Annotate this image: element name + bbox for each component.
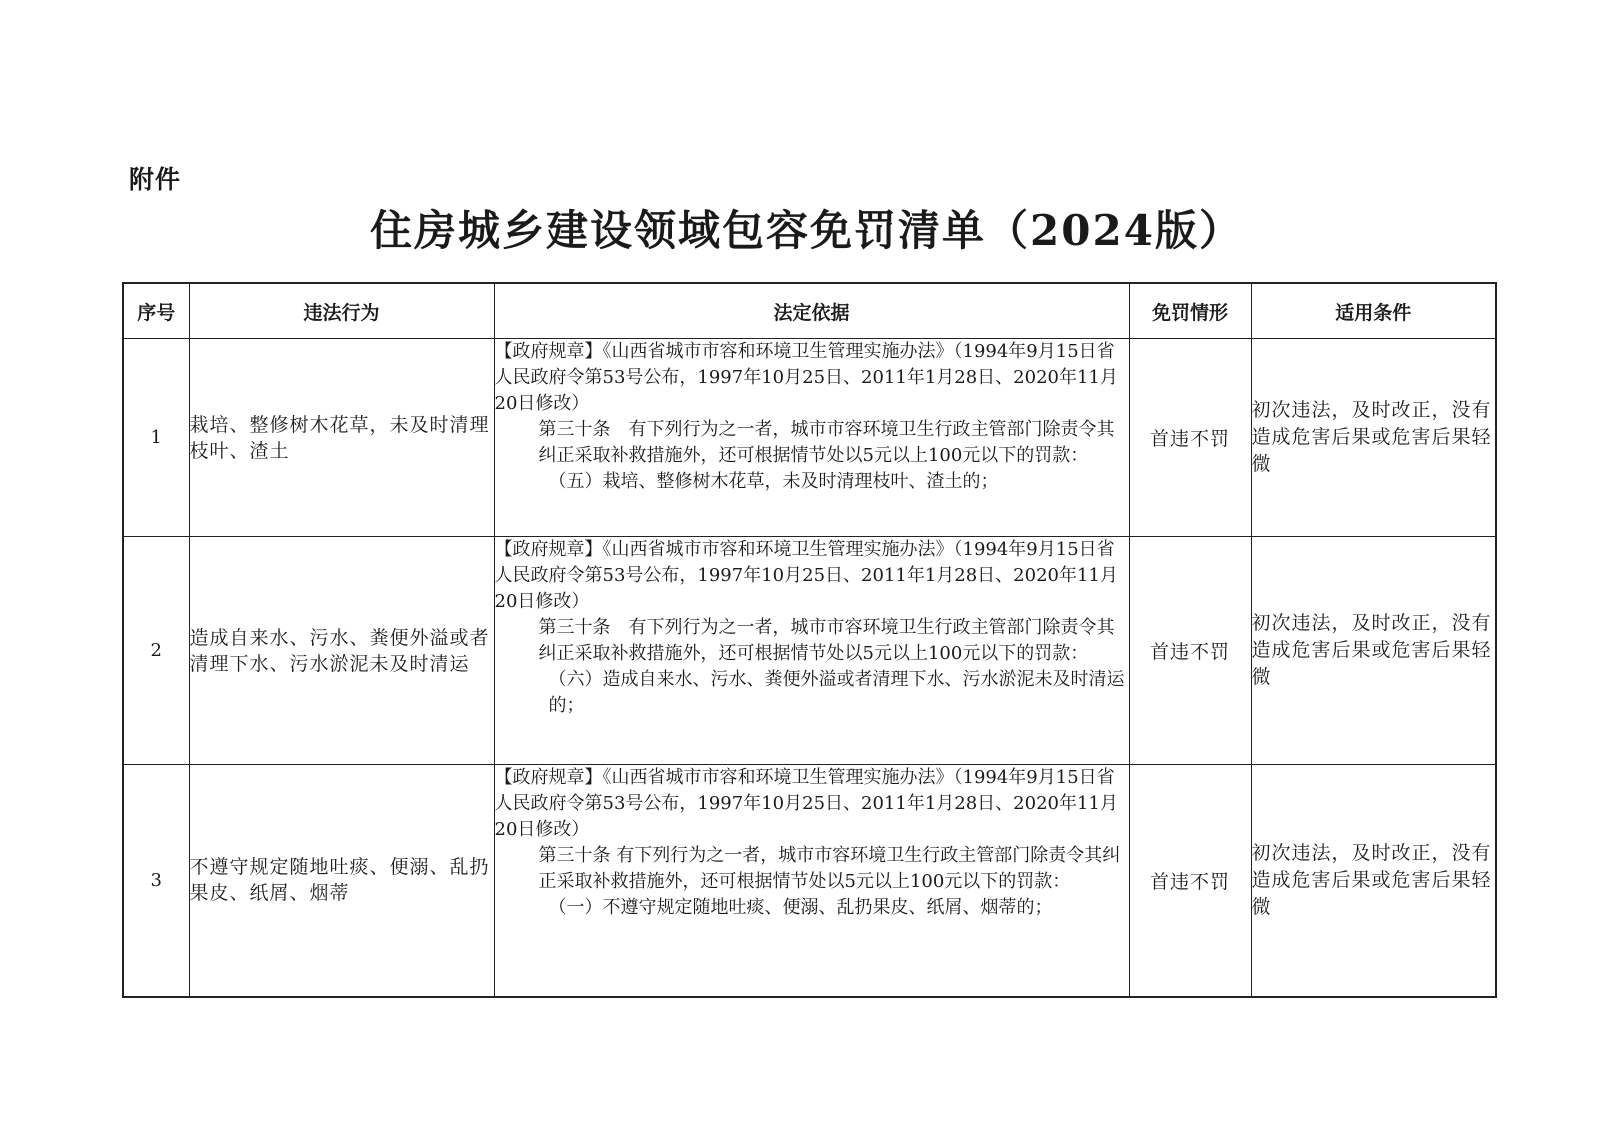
violation-cell: 不遵守规定随地吐痰、便溺、乱扔果皮、纸屑、烟蒂 bbox=[189, 765, 494, 997]
table-row bbox=[123, 537, 1496, 765]
table-row bbox=[123, 765, 1496, 997]
exemption-cell: 首违不罚 bbox=[1129, 765, 1251, 997]
attachment-label: 附件 bbox=[129, 165, 182, 194]
penalty-exemption-table bbox=[122, 282, 1497, 998]
basis-source: 【政府规章】《山西省城市市容和环境卫生管理实施办法》（1994年9月15日省人民政府令第53号公布，1997年10月25日、2011年1月28日、2020年11月20日修改） bbox=[494, 767, 1118, 840]
legal-basis-cell bbox=[494, 339, 1129, 537]
condition-cell: 初次违法，及时改正，没有造成危害后果或危害后果轻微 bbox=[1251, 765, 1496, 997]
header-no: 序号 bbox=[123, 283, 189, 339]
legal-basis-cell bbox=[494, 765, 1129, 997]
exemption-cell: 首违不罚 bbox=[1129, 339, 1251, 537]
header-exempt: 免罚情形 bbox=[1129, 283, 1251, 339]
basis-article: 第三十条 有下列行为之一者，城市市容环境卫生行政主管部门除责令其纠正采取补救措施外，还可根据情节处以5元以上100元以下的罚款： bbox=[538, 845, 1121, 892]
basis-clause: （一）不遵守规定随地吐痰、便溺、乱扔果皮、纸屑、烟蒂的； bbox=[548, 897, 1053, 918]
basis-source: 【政府规章】《山西省城市市容和环境卫生管理实施办法》（1994年9月15日省人民政府令第53号公布，1997年10月25日、2011年1月28日、2020年11月20日修改） bbox=[494, 539, 1118, 612]
header-basis: 法定依据 bbox=[494, 283, 1129, 339]
exemption-cell: 首违不罚 bbox=[1129, 537, 1251, 765]
violation-cell: 栽培、整修树木花草，未及时清理枝叶、渣土 bbox=[189, 339, 494, 537]
legal-basis-cell bbox=[494, 537, 1129, 765]
table-header-row bbox=[123, 283, 1496, 339]
header-cond: 适用条件 bbox=[1251, 283, 1496, 339]
basis-clause: （五）栽培、整修树木花草，未及时清理枝叶、渣土的； bbox=[548, 471, 999, 492]
table-row bbox=[123, 339, 1496, 537]
basis-article: 第三十条 有下列行为之一者，城市市容环境卫生行政主管部门除责令其纠正采取补救措施外，还可根据情节处以5元以上100元以下的罚款： bbox=[538, 617, 1115, 664]
row-number: 3 bbox=[123, 765, 189, 997]
violation-cell: 造成自来水、污水、粪便外溢或者清理下水、污水淤泥未及时清运 bbox=[189, 537, 494, 765]
basis-source: 【政府规章】《山西省城市市容和环境卫生管理实施办法》（1994年9月15日省人民政府令第53号公布，1997年10月25日、2011年1月28日、2020年11月20日修改） bbox=[494, 341, 1118, 414]
condition-cell: 初次违法，及时改正，没有造成危害后果或危害后果轻微 bbox=[1251, 339, 1496, 537]
condition-cell: 初次违法，及时改正，没有造成危害后果或危害后果轻微 bbox=[1251, 537, 1496, 765]
basis-article: 第三十条 有下列行为之一者，城市市容环境卫生行政主管部门除责令其纠正采取补救措施外，还可根据情节处以5元以上100元以下的罚款： bbox=[538, 419, 1115, 466]
row-number: 2 bbox=[123, 537, 189, 765]
basis-clause: （六）造成自来水、污水、粪便外溢或者清理下水、污水淤泥未及时清运的； bbox=[548, 669, 1125, 716]
header-act: 违法行为 bbox=[189, 283, 494, 339]
page-title: 住房城乡建设领域包容免罚清单（2024版） bbox=[370, 206, 1243, 255]
row-number: 1 bbox=[123, 339, 189, 537]
